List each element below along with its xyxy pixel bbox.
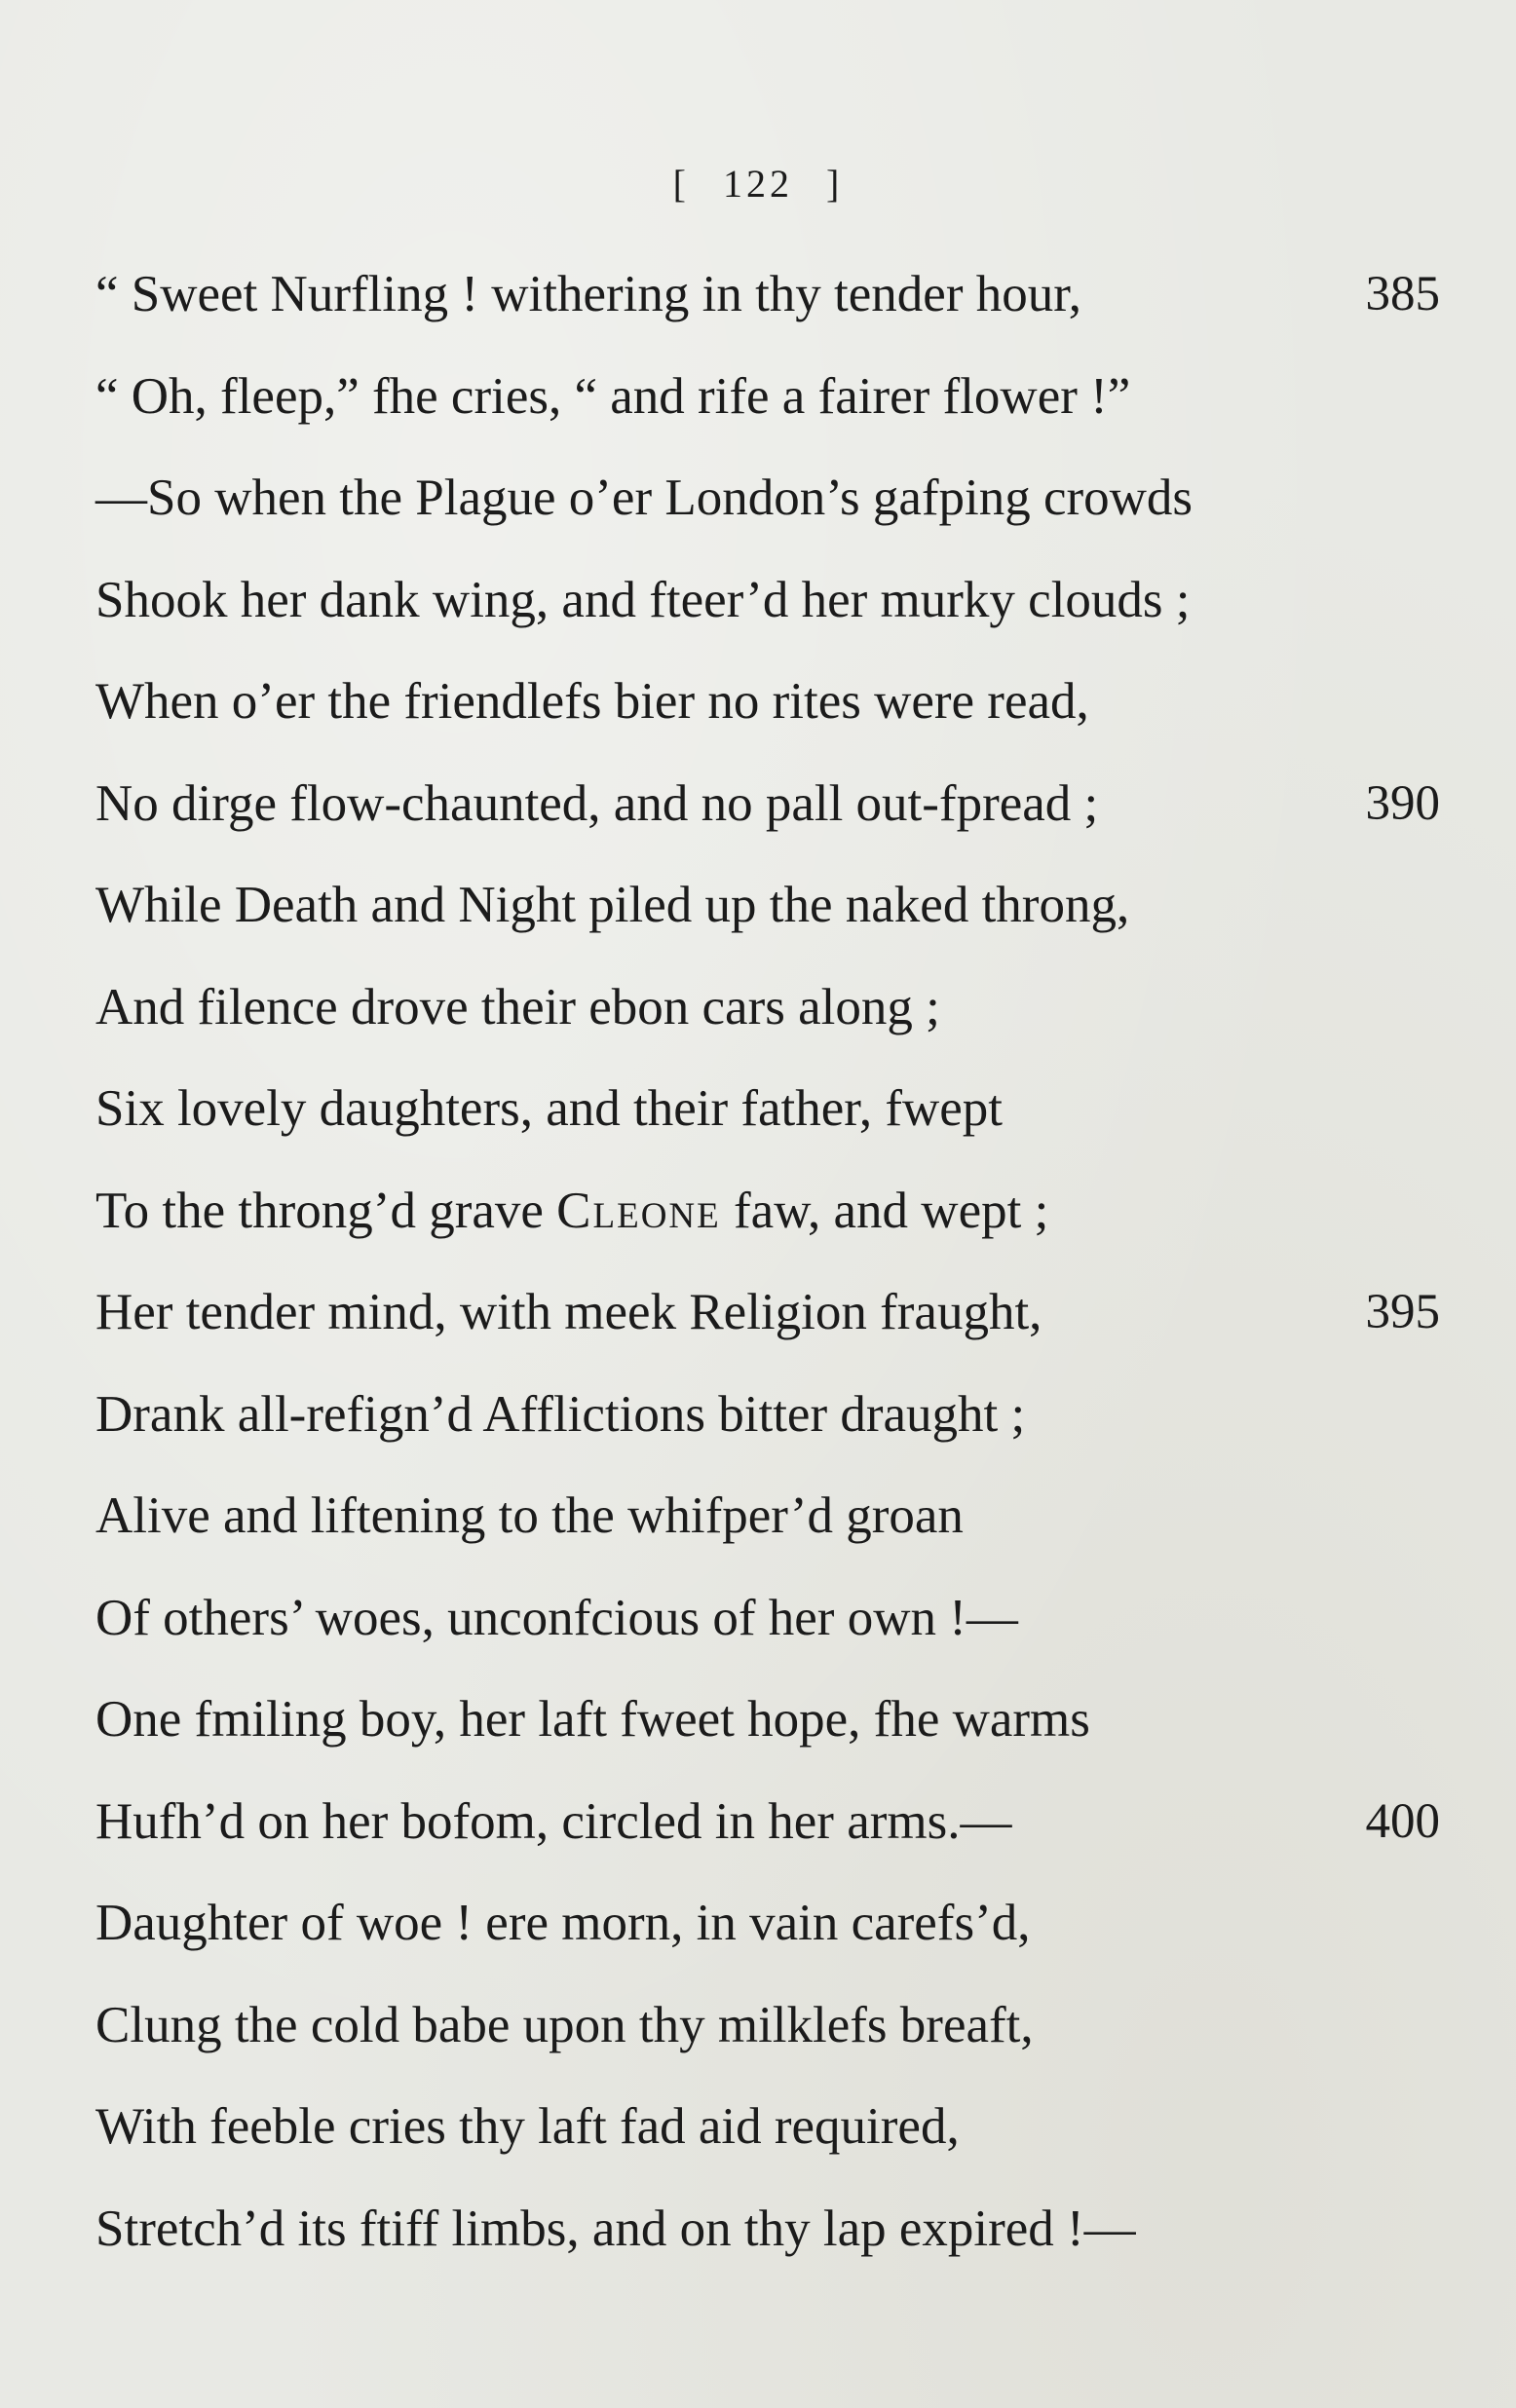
poem-line [95, 1579, 1440, 1681]
line-number: 385 [1365, 267, 1440, 321]
line-text-pre: To the throng’d grave [95, 1182, 557, 1239]
line-text: With feeble cries thy laft fad aid required, [95, 2098, 960, 2155]
line-text: Alive and liftening to the whifper’d groan [95, 1487, 964, 1544]
page-number: 122 [723, 162, 793, 206]
poem-line [95, 1477, 1440, 1579]
poem-line [95, 1884, 1440, 1986]
poem-line [95, 255, 1440, 357]
line-text: While Death and Night piled up the naked throng, [95, 877, 1130, 933]
line-text: And filence drove their ebon cars along ; [95, 978, 940, 1035]
line-text: When o’er the friendlefs bier no rites were read, [95, 673, 1089, 730]
line-text [95, 1172, 1048, 1250]
poem-line [95, 1783, 1440, 1885]
bracket-close: ] [826, 162, 844, 206]
line-text: Six lovely daughters, and their father, fwept [95, 1080, 1003, 1137]
line-text: Of others’ woes, unconfcious of her own !— [95, 1589, 1018, 1646]
poem-line [95, 968, 1440, 1071]
poem-line [95, 2088, 1440, 2190]
page-header [0, 161, 1516, 207]
poem-line [95, 866, 1440, 968]
character-name: Cleone [556, 1182, 721, 1239]
line-text: Stretch’d its ftiff limbs, and on thy lap expired !— [95, 2200, 1136, 2257]
line-text: One fmiling boy, her laft fweet hope, fhe warms [95, 1691, 1090, 1748]
poem-line [95, 1375, 1440, 1478]
poem-line [95, 561, 1440, 663]
poem-line [95, 1680, 1440, 1783]
line-text: Drank all-refign’d Afflictions bitter draught ; [95, 1385, 1026, 1443]
line-text: Clung the cold babe upon thy milklefs breaft, [95, 1996, 1034, 2053]
poem-text [95, 255, 1440, 2291]
poem-line [95, 357, 1440, 460]
line-text: Shook her dank wing, and fteer’d her murky clouds ; [95, 571, 1191, 628]
line-text: No dirge flow-chaunted, and no pall out-fpread ; [95, 774, 1099, 832]
line-text: Her tender mind, with meek Religion fraught, [95, 1284, 1042, 1340]
poem-line [95, 2190, 1440, 2292]
line-text: “ Oh, fleep,” fhe cries, “ and rife a fairer flower !” [95, 367, 1131, 425]
poem-line [95, 1273, 1440, 1375]
poem-line [95, 459, 1440, 561]
poem-line [95, 1172, 1440, 1274]
bracket-open: [ [672, 162, 690, 206]
line-text: —So when the Plague o’er London’s gafping crowds [95, 470, 1194, 526]
poem-line [95, 1070, 1440, 1172]
line-number: 390 [1365, 775, 1440, 831]
line-number: 400 [1365, 1793, 1440, 1849]
line-number: 395 [1365, 1285, 1440, 1339]
line-text: Hufh’d on her bofom, circled in her arms.— [95, 1792, 1012, 1850]
poem-line [95, 1986, 1440, 2088]
line-text-post: faw, and wept ; [720, 1182, 1049, 1239]
line-text: “ Sweet Nurfling ! withering in thy tender hour, [95, 266, 1081, 322]
poem-line [95, 662, 1440, 765]
line-text: Daughter of woe ! ere morn, in vain carefs’d, [95, 1895, 1031, 1951]
poem-line [95, 765, 1440, 867]
